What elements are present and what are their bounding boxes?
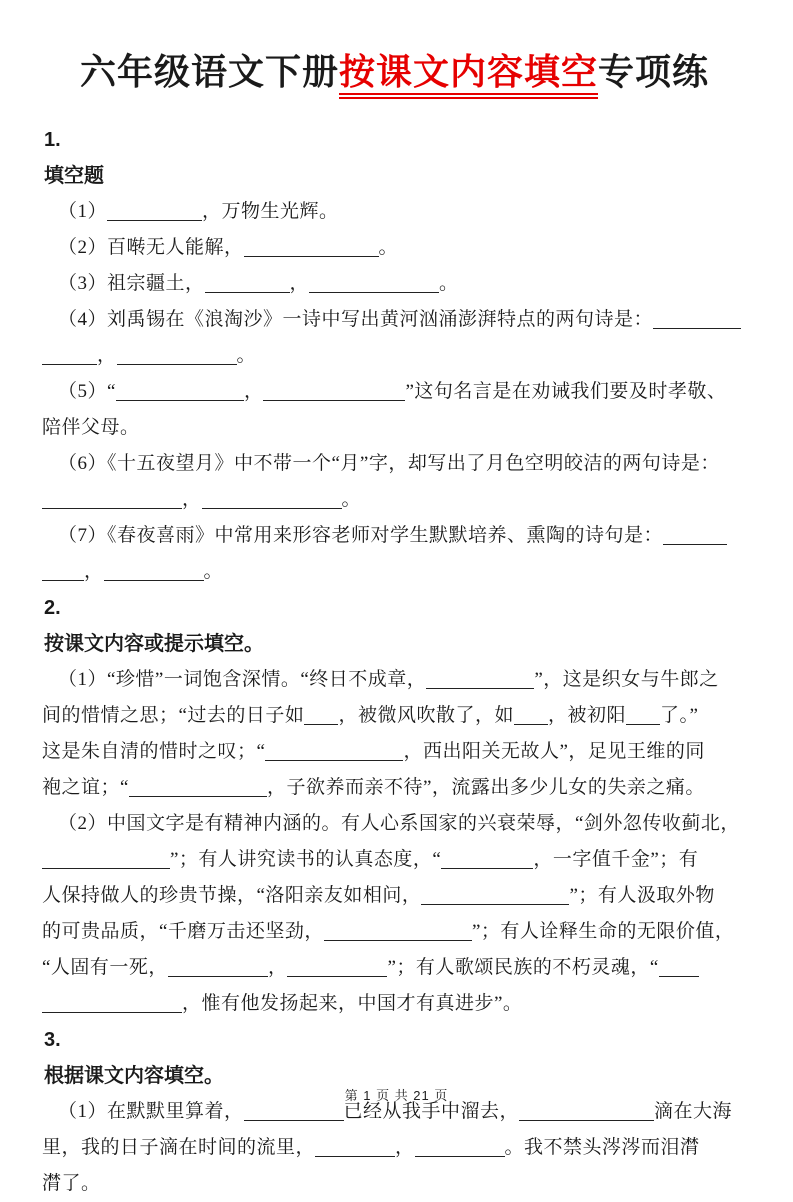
question-item xyxy=(42,518,747,590)
text-run: 陪伴父母。 xyxy=(42,417,140,438)
text-run: ”；有人讲究读书的认真态度，“ xyxy=(170,849,442,870)
question-item xyxy=(42,266,747,302)
blank-line xyxy=(244,240,379,257)
text-run: （2）中国文字是有精神内涵的。有人心系国家的兴衰荣辱，“剑外忽传收蓟北， xyxy=(58,813,740,834)
text-run: 了。” xyxy=(659,705,699,726)
question-item xyxy=(42,806,747,1022)
blank-line xyxy=(168,960,268,977)
text-line xyxy=(42,410,747,446)
worksheet-body xyxy=(42,122,747,1202)
section-heading xyxy=(42,590,747,662)
text-run: （1） xyxy=(58,201,108,222)
blank-line xyxy=(426,672,534,689)
text-line xyxy=(42,374,747,410)
blank-line xyxy=(104,564,204,581)
text-run: ， xyxy=(182,489,202,510)
text-line xyxy=(42,230,747,266)
text-run: 里，我的日子滴在时间的流里， xyxy=(42,1137,316,1158)
blank-line xyxy=(42,996,182,1013)
question-item xyxy=(42,446,747,518)
page-footer: 第 1 页 共 21 页 xyxy=(344,1088,449,1103)
question-item xyxy=(42,374,747,446)
text-run: ，西出阳关无故人”，足见王维的同 xyxy=(403,741,705,762)
section-number: 1. xyxy=(44,129,61,151)
text-run: 人保持做人的珍贵节操，“洛阳亲友如相问， xyxy=(42,885,422,906)
blank-line xyxy=(117,348,237,365)
text-line xyxy=(42,770,747,806)
text-run: ”；有人诠释生命的无限价值， xyxy=(471,921,735,942)
blank-line xyxy=(324,924,472,941)
blank-line xyxy=(663,528,727,545)
text-run: （2）百啭无人能解， xyxy=(58,237,244,258)
text-line xyxy=(42,806,747,842)
blank-line xyxy=(42,852,170,869)
text-line xyxy=(42,842,747,878)
blank-line xyxy=(304,708,338,725)
blank-line xyxy=(421,888,569,905)
text-run: 。 xyxy=(378,237,399,258)
section-title: 填空题 xyxy=(44,165,104,187)
text-run: 已经从我手中溜去， xyxy=(343,1101,520,1122)
section-title: 按课文内容或提示填空。 xyxy=(44,633,264,655)
blank-line xyxy=(42,348,97,365)
page-title xyxy=(42,48,747,96)
blank-line xyxy=(129,780,267,797)
text-run: ”，这是织女与牛郎之 xyxy=(534,669,719,690)
blank-line xyxy=(42,564,84,581)
text-run: ， xyxy=(243,381,264,402)
blank-line xyxy=(202,492,342,509)
section-heading xyxy=(42,1022,747,1094)
text-run: ，被初阳 xyxy=(547,705,626,726)
text-run: 。我不禁头涔涔而泪潸 xyxy=(504,1137,700,1158)
blank-line xyxy=(441,852,533,869)
blank-line xyxy=(244,1104,344,1121)
text-run: （1）在默默里算着， xyxy=(58,1101,244,1122)
blank-line xyxy=(287,960,387,977)
text-line xyxy=(42,1166,747,1202)
text-run: 间的惜情之思；“过去的日子如 xyxy=(42,705,305,726)
title-highlight: 按课文内容填空 xyxy=(339,51,598,99)
text-line xyxy=(42,734,747,770)
text-run: （5）“ xyxy=(58,381,116,402)
text-line xyxy=(42,194,747,230)
text-run: “人固有一死， xyxy=(42,957,168,978)
blank-line xyxy=(263,384,405,401)
text-run: ”这句名言是在劝诫我们要及时孝敬、 xyxy=(405,381,727,402)
text-run: 。 xyxy=(341,489,362,510)
text-run: （6）《十五夜望月》中不带一个“月”字，却写出了月色空明皎洁的两句诗是： xyxy=(58,453,720,474)
question-item xyxy=(42,230,747,266)
text-line xyxy=(42,878,747,914)
text-line xyxy=(42,914,747,950)
text-run: ， xyxy=(289,273,310,294)
blank-line xyxy=(415,1140,505,1157)
text-line xyxy=(42,986,747,1022)
text-line xyxy=(42,662,747,698)
section-number: 3. xyxy=(44,1029,61,1051)
text-run: 的可贵品质，“千磨万击还坚劲， xyxy=(42,921,324,942)
text-run: ，万物生光辉。 xyxy=(202,201,339,222)
text-run: 。 xyxy=(439,273,459,294)
question-item xyxy=(42,1094,747,1202)
text-line xyxy=(42,1130,747,1166)
text-run: ， xyxy=(97,345,117,366)
title-part2: 专项练 xyxy=(598,51,710,92)
text-line xyxy=(42,266,747,302)
text-run: ，被微风吹散了，如 xyxy=(338,705,514,726)
blank-line xyxy=(309,276,439,293)
text-run: ，子欲养而亲不待”，流露出多少儿女的失亲之痛。 xyxy=(266,777,705,798)
text-run: ”；有人歌颂民族的不朽灵魂，“ xyxy=(387,957,659,978)
text-line xyxy=(42,554,747,590)
section-heading xyxy=(42,122,747,194)
text-run: 袍之谊；“ xyxy=(42,777,129,798)
text-run: ”；有人汲取外物 xyxy=(569,885,715,906)
question-item xyxy=(42,662,747,806)
text-run: 这是朱自清的惜时之叹；“ xyxy=(42,741,266,762)
title-part1: 六年级语文下册 xyxy=(79,51,339,92)
text-line xyxy=(42,518,747,554)
text-run: （4）刘禹锡在《浪淘沙》一诗中写出黄河汹涌澎湃特点的两句诗是： xyxy=(58,309,654,330)
blank-line xyxy=(659,960,699,977)
text-run: ，惟有他发扬起来，中国才有真进步”。 xyxy=(182,993,523,1014)
blank-line xyxy=(116,384,244,401)
blank-line xyxy=(653,312,741,329)
blank-line xyxy=(514,708,548,725)
text-run: ， xyxy=(267,957,288,978)
text-line xyxy=(42,698,747,734)
section-number: 2. xyxy=(44,597,61,619)
question-item xyxy=(42,194,747,230)
text-line xyxy=(42,338,747,374)
text-run: 滴在大海 xyxy=(654,1101,733,1122)
text-run: 。 xyxy=(236,345,257,366)
blank-line xyxy=(107,204,202,221)
blank-line xyxy=(519,1104,654,1121)
text-run: （7）《春夜喜雨》中常用来形容老师对学生默默培养、熏陶的诗句是： xyxy=(58,525,664,546)
blank-line xyxy=(626,708,660,725)
text-run: （3）祖宗疆土， xyxy=(58,273,205,294)
section-title: 根据课文内容填空。 xyxy=(44,1065,224,1087)
blank-line xyxy=(205,276,290,293)
text-run: ，一字值千金”；有 xyxy=(533,849,699,870)
question-item xyxy=(42,302,747,374)
blank-line xyxy=(265,744,403,761)
text-run: 潸了。 xyxy=(42,1173,101,1194)
text-run: ， xyxy=(395,1137,415,1158)
text-line xyxy=(42,482,747,518)
blank-line xyxy=(315,1140,395,1157)
text-line xyxy=(42,950,747,986)
text-run: ， xyxy=(84,561,104,582)
blank-line xyxy=(42,492,182,509)
text-run: （1）“珍惜”一词饱含深情。“终日不成章， xyxy=(58,669,427,690)
text-line xyxy=(42,302,747,338)
text-line xyxy=(42,446,747,482)
text-run: 。 xyxy=(203,561,224,582)
